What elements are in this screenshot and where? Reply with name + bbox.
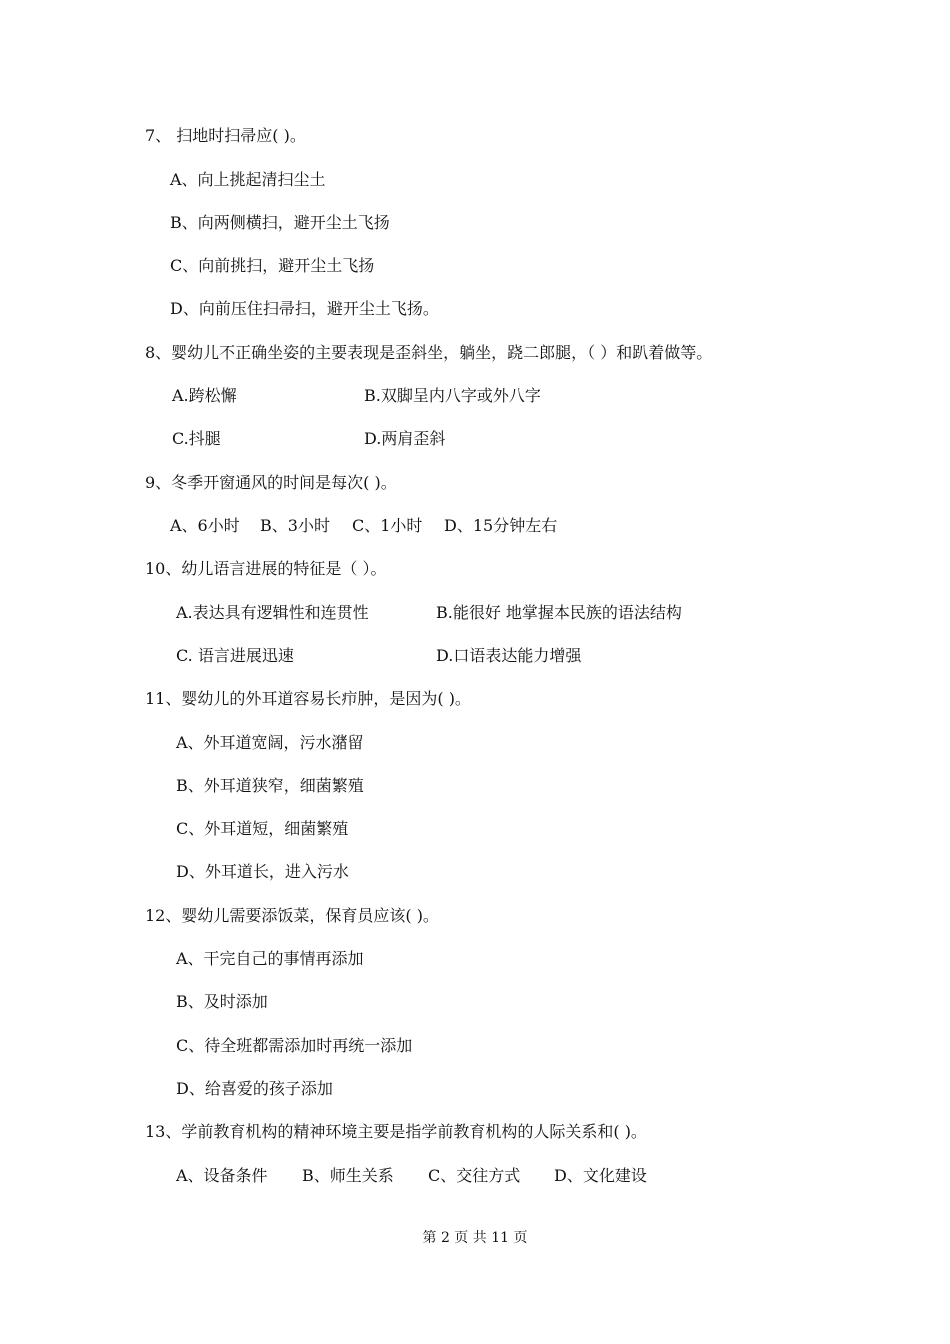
question-7-stem: 7、 扫地时扫帚应( )。 (145, 126, 306, 145)
question-8-option-a: A.跨松懈 (172, 386, 237, 405)
question-9-option-d: D、15分钟左右 (444, 516, 558, 535)
question-10-option-a: A.表达具有逻辑性和连贯性 (176, 603, 369, 622)
question-9-option-a: A、6小时 (170, 516, 240, 535)
question-9-stem: 9、冬季开窗通风的时间是每次( )。 (145, 473, 397, 492)
question-10-option-d: D.口语表达能力增强 (436, 646, 582, 665)
question-11-option-b: B、外耳道狭窄，细菌繁殖 (176, 776, 364, 795)
question-13-option-d: D、文化建设 (554, 1166, 647, 1185)
question-10-option-c: C. 语言进展迅速 (176, 646, 294, 665)
page-number-footer: 第 2 页 共 11 页 (422, 1230, 528, 1246)
question-8-option-c: C.抖腿 (172, 429, 221, 448)
question-11-option-c: C、外耳道短，细菌繁殖 (176, 819, 349, 838)
question-12-option-b: B、及时添加 (176, 992, 268, 1011)
question-11-stem: 11、婴幼儿的外耳道容易长疖肿，是因为( )。 (145, 689, 471, 708)
question-12-stem: 12、婴幼儿需要添饭菜，保育员应该( )。 (145, 906, 439, 925)
question-9-option-b: B、3小时 (260, 516, 330, 535)
question-8-stem: 8、婴幼儿不正确坐姿的主要表现是歪斜坐，躺坐，跷二郎腿，（ ）和趴着做等。 (145, 343, 713, 362)
question-10-option-b: B.能很好 地掌握本民族的语法结构 (436, 603, 682, 622)
question-8-option-d: D.两肩歪斜 (364, 429, 446, 448)
question-11-option-d: D、外耳道长，进入污水 (176, 862, 349, 881)
question-7-option-b: B、向两侧横扫，避开尘土飞扬 (170, 213, 390, 232)
question-11-option-a: A、外耳道宽阔，污水潴留 (176, 733, 364, 752)
question-9-option-c: C、1小时 (352, 516, 423, 535)
question-12-option-a: A、干完自己的事情再添加 (176, 949, 364, 968)
question-12-option-c: C、待全班都需添加时再统一添加 (176, 1036, 413, 1055)
question-13-option-a: A、设备条件 (176, 1166, 268, 1185)
question-13-option-b: B、师生关系 (302, 1166, 394, 1185)
question-8-option-b: B.双脚呈内八字或外八字 (364, 386, 541, 405)
question-7-option-d: D、向前压住扫帚扫，避开尘土飞扬。 (170, 299, 439, 318)
question-12-option-d: D、给喜爱的孩子添加 (176, 1079, 333, 1098)
question-13-stem: 13、学前教育机构的精神环境主要是指学前教育机构的人际关系和( )。 (145, 1122, 647, 1141)
question-7-option-c: C、向前挑扫，避开尘土飞扬 (170, 256, 375, 275)
question-10-stem: 10、幼儿语言进展的特征是（ ）。 (145, 559, 387, 578)
question-7-option-a: A、向上挑起清扫尘土 (170, 170, 326, 189)
question-13-option-c: C、交往方式 (428, 1166, 521, 1185)
